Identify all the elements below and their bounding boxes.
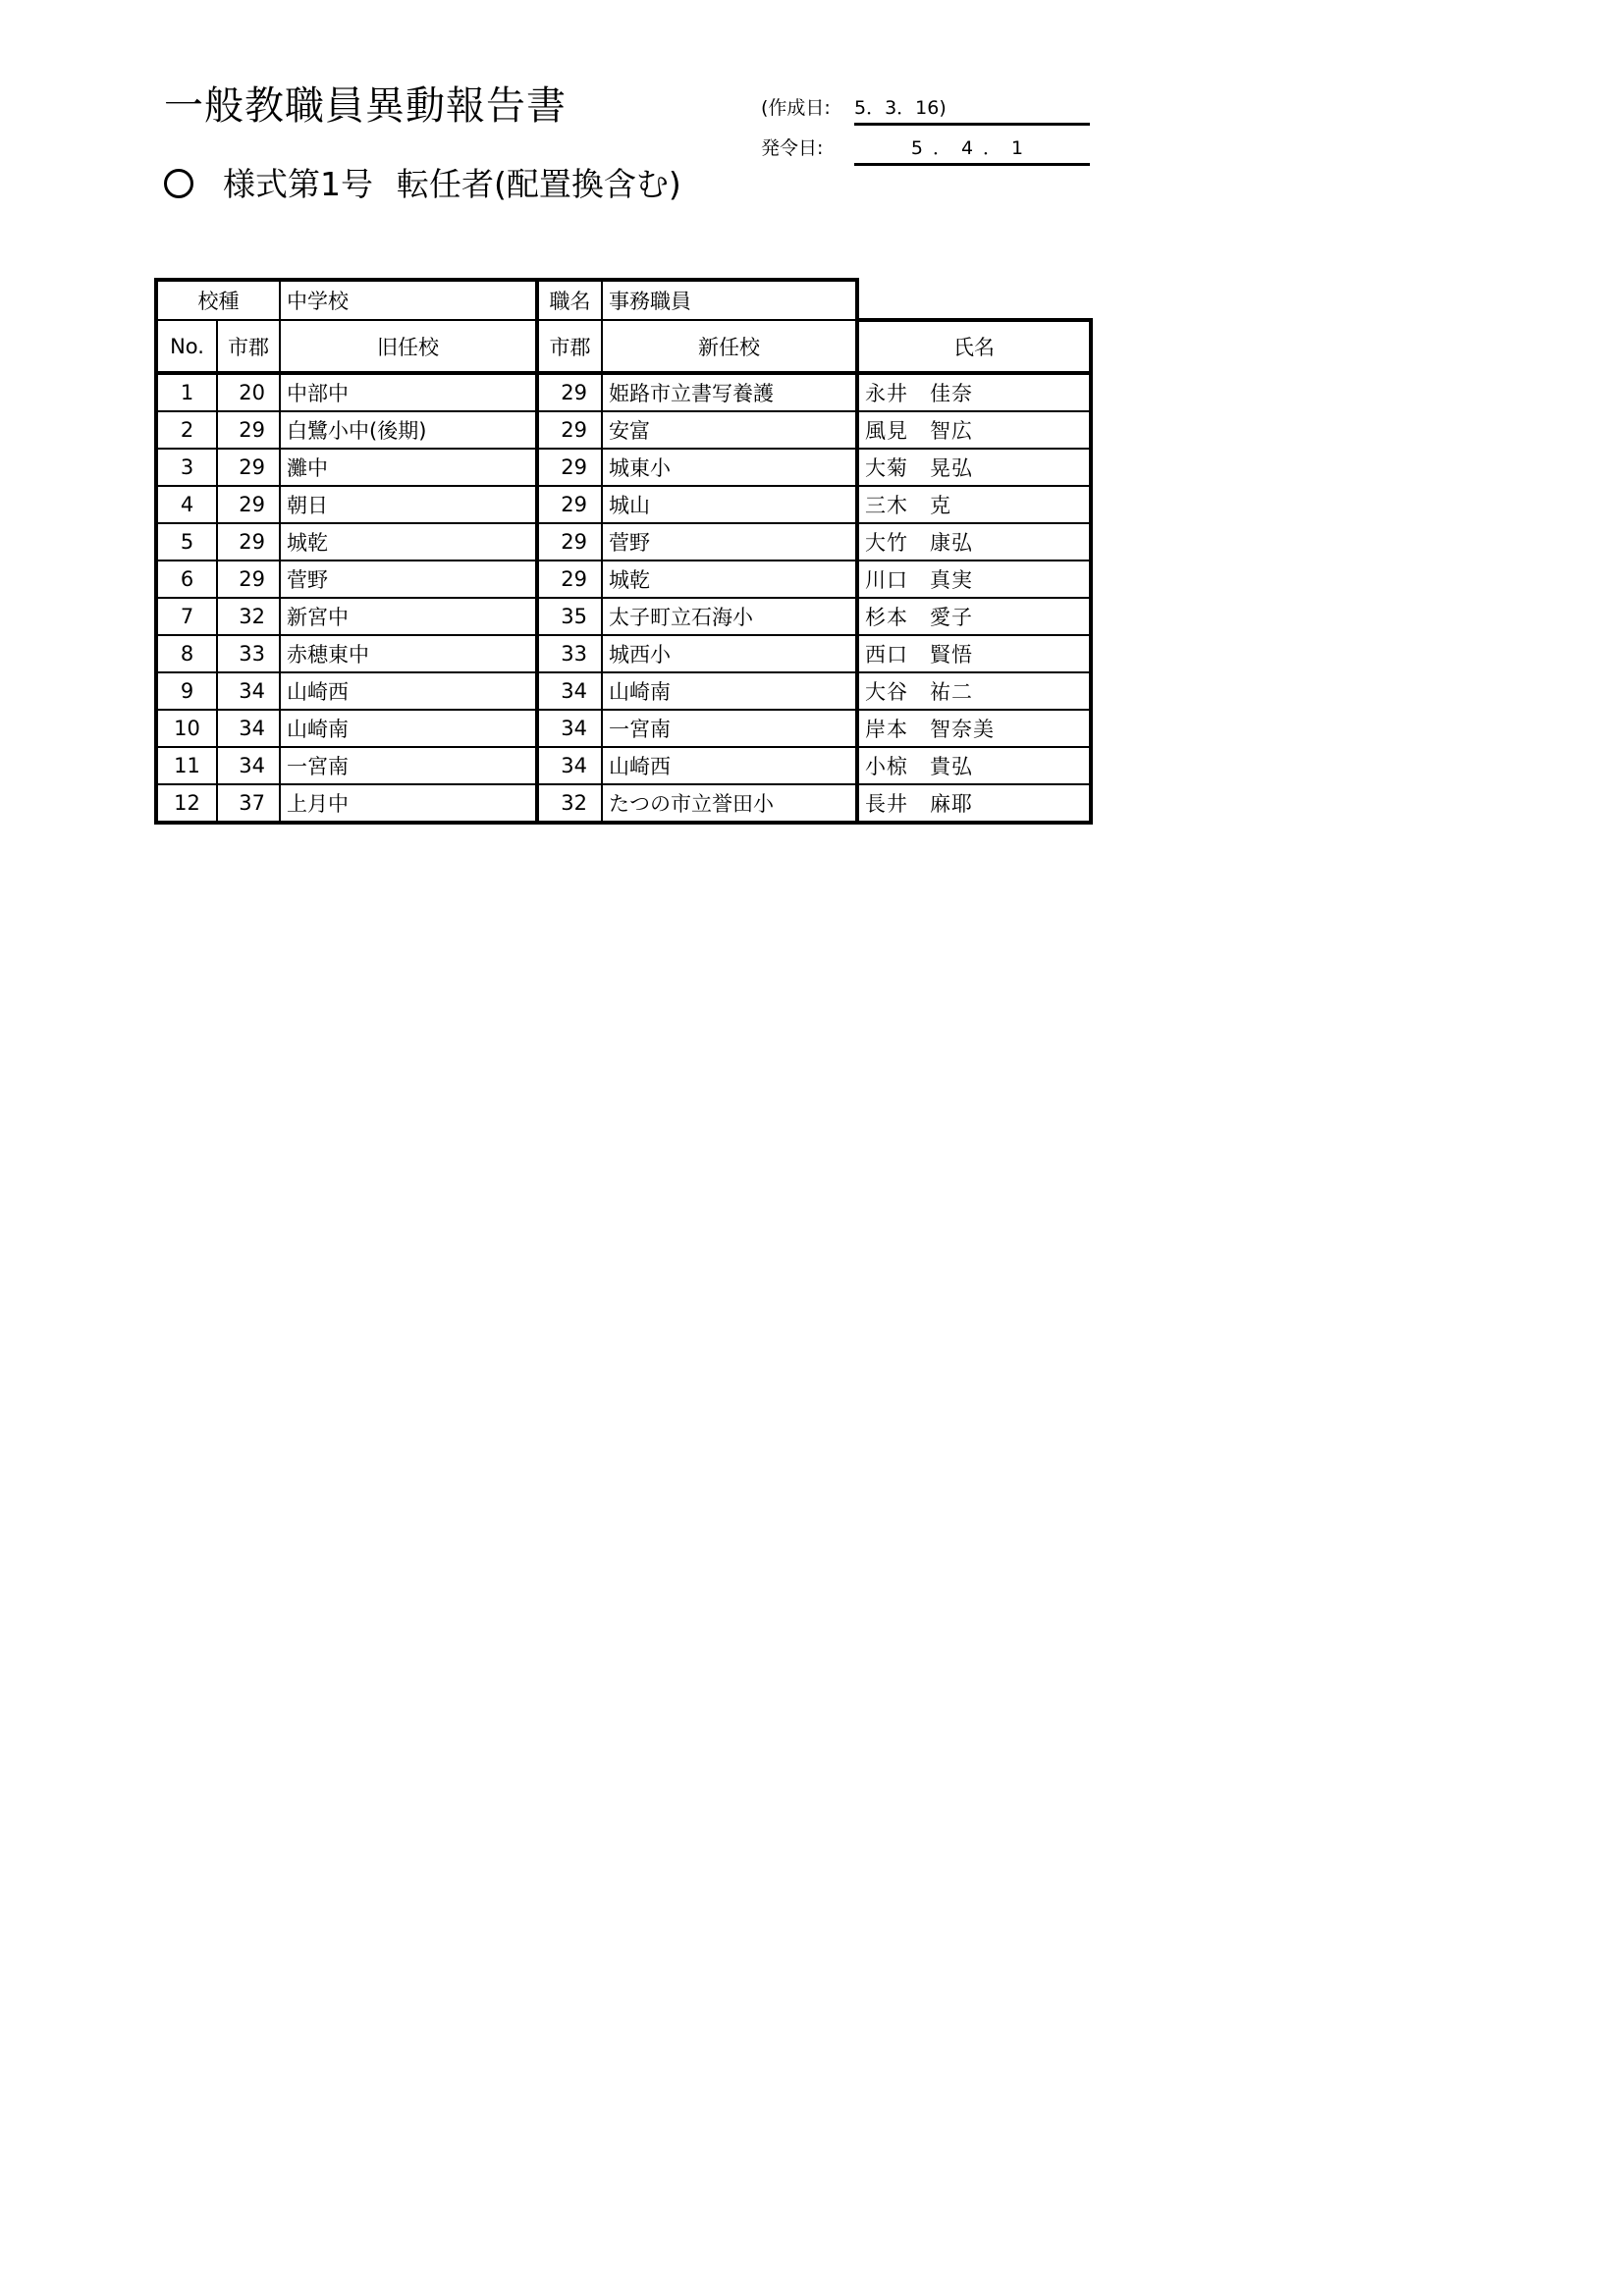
row-new-school: 安富 [602, 411, 857, 449]
row-city-new: 29 [537, 561, 602, 598]
row-name: 風見 智広 [857, 411, 1091, 449]
row-old-school: 灘中 [280, 449, 537, 486]
table-row [156, 373, 1091, 411]
row-no: 7 [156, 598, 217, 635]
issued-date [761, 133, 1034, 160]
row-new-school: 一宮南 [602, 710, 857, 747]
row-old-school: 朝日 [280, 486, 537, 523]
table-row [156, 449, 1091, 486]
row-city-old: 29 [217, 486, 280, 523]
row-city-new: 34 [537, 710, 602, 747]
row-city-old: 29 [217, 449, 280, 486]
header-info-row [156, 280, 1091, 320]
row-city-new: 33 [537, 635, 602, 672]
row-city-new: 34 [537, 747, 602, 784]
row-old-school: 中部中 [280, 373, 537, 411]
document-title: 一般教職員異動報告書 [164, 83, 567, 129]
row-city-new: 29 [537, 486, 602, 523]
form-heading [164, 159, 681, 205]
row-city-old: 37 [217, 784, 280, 823]
issued-date-value: 5．4．1 [854, 133, 1090, 166]
table-row [156, 523, 1091, 561]
row-city-new: 32 [537, 784, 602, 823]
row-old-school: 上月中 [280, 784, 537, 823]
row-city-old: 29 [217, 411, 280, 449]
table-row [156, 561, 1091, 598]
col-header-no: No. [156, 320, 217, 373]
row-new-school: 城乾 [602, 561, 857, 598]
row-new-school: 太子町立石海小 [602, 598, 857, 635]
row-old-school: 山崎南 [280, 710, 537, 747]
row-city-new: 29 [537, 373, 602, 411]
table-row [156, 784, 1091, 823]
school-type-value: 中学校 [280, 280, 537, 320]
row-city-old: 33 [217, 635, 280, 672]
row-new-school: 菅野 [602, 523, 857, 561]
circle-bullet-icon [164, 169, 193, 198]
row-old-school: 山崎西 [280, 672, 537, 710]
row-no: 11 [156, 747, 217, 784]
school-type-label: 校種 [156, 280, 280, 320]
row-no: 12 [156, 784, 217, 823]
table-row [156, 747, 1091, 784]
row-city-new: 29 [537, 449, 602, 486]
row-name: 西口 賢悟 [857, 635, 1091, 672]
row-city-old: 32 [217, 598, 280, 635]
col-header-old-school: 旧任校 [280, 320, 537, 373]
table-row [156, 672, 1091, 710]
created-date [761, 93, 947, 120]
row-new-school: たつの市立誉田小 [602, 784, 857, 823]
row-city-new: 29 [537, 523, 602, 561]
row-city-old: 34 [217, 747, 280, 784]
row-old-school: 赤穂東中 [280, 635, 537, 672]
table-row [156, 411, 1091, 449]
form-type: 転任者(配置換含む) [397, 165, 681, 203]
row-new-school: 山崎南 [602, 672, 857, 710]
row-old-school: 城乾 [280, 523, 537, 561]
issued-date-label: 発令日: [761, 137, 824, 159]
row-new-school: 城東小 [602, 449, 857, 486]
row-name: 杉本 愛子 [857, 598, 1091, 635]
row-name: 大谷 祐二 [857, 672, 1091, 710]
row-new-school: 山崎西 [602, 747, 857, 784]
table-row [156, 486, 1091, 523]
row-name: 永井 佳奈 [857, 373, 1091, 411]
row-old-school: 一宮南 [280, 747, 537, 784]
row-old-school: 新宮中 [280, 598, 537, 635]
col-header-new-school: 新任校 [602, 320, 857, 373]
table-row [156, 710, 1091, 747]
created-date-label: (作成日: [761, 97, 831, 119]
row-no: 3 [156, 449, 217, 486]
transfer-table [154, 278, 1093, 825]
row-name: 川口 真実 [857, 561, 1091, 598]
row-new-school: 城山 [602, 486, 857, 523]
row-city-new: 34 [537, 672, 602, 710]
row-name: 大竹 康弘 [857, 523, 1091, 561]
col-header-city-new: 市郡 [537, 320, 602, 373]
row-city-old: 34 [217, 710, 280, 747]
row-no: 8 [156, 635, 217, 672]
row-name: 長井 麻耶 [857, 784, 1091, 823]
row-no: 6 [156, 561, 217, 598]
row-name: 三木 克 [857, 486, 1091, 523]
row-city-new: 29 [537, 411, 602, 449]
row-city-new: 35 [537, 598, 602, 635]
col-header-name: 氏名 [857, 320, 1091, 373]
row-old-school: 白鷺小中(後期) [280, 411, 537, 449]
table-row [156, 635, 1091, 672]
row-city-old: 20 [217, 373, 280, 411]
row-no: 1 [156, 373, 217, 411]
row-new-school: 城西小 [602, 635, 857, 672]
column-header-row [156, 320, 1091, 373]
row-new-school: 姫路市立書写養護 [602, 373, 857, 411]
table-row [156, 598, 1091, 635]
row-city-old: 29 [217, 523, 280, 561]
row-no: 10 [156, 710, 217, 747]
position-label: 職名 [537, 280, 602, 320]
row-name: 大菊 晃弘 [857, 449, 1091, 486]
row-no: 2 [156, 411, 217, 449]
created-date-value: 5．3．16) [854, 93, 1090, 126]
form-number: 様式第1号 [223, 165, 373, 203]
row-city-old: 29 [217, 561, 280, 598]
row-name: 小椋 貴弘 [857, 747, 1091, 784]
position-value: 事務職員 [602, 280, 857, 320]
row-no: 4 [156, 486, 217, 523]
col-header-city-old: 市郡 [217, 320, 280, 373]
row-city-old: 34 [217, 672, 280, 710]
row-name: 岸本 智奈美 [857, 710, 1091, 747]
row-old-school: 菅野 [280, 561, 537, 598]
row-no: 5 [156, 523, 217, 561]
row-no: 9 [156, 672, 217, 710]
